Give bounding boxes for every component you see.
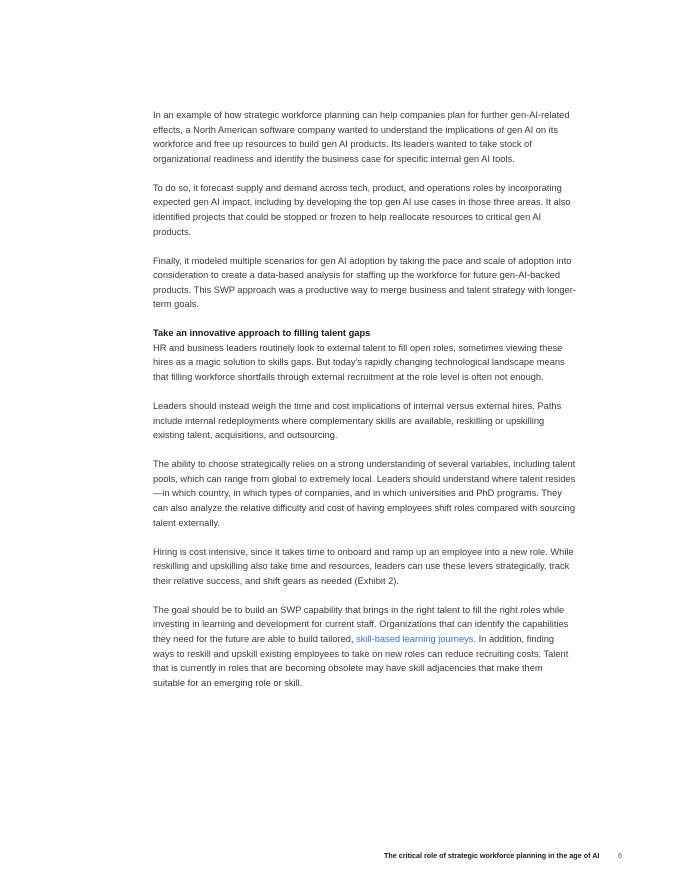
- body-paragraph-2: To do so, it forecast supply and demand across tech, product, and operations roles by incorporating expected gen AI impact, including by developing the top gen AI use cases in those three areas. It also identified projects that could be stopped or frozen to help reallocate resources to critical gen AI products.: [153, 182, 571, 237]
- footer-title: The critical role of strategic workforce planning in the age of AI: [384, 851, 600, 860]
- section-paragraph-1: HR and business leaders routinely look to external talent to fill open roles, sometimes viewing these hires as a magic solution to skills gaps. But today’s rapidly changing technological landscape means that filling workforce shortfalls through external recruitment at the role level is often not enough.: [153, 342, 565, 383]
- section-paragraph-2: Leaders should instead weigh the time and cost implications of internal versus external hires. Paths include internal redeployments where complementary skills are available, reskilling or upskilling existing talent, acquisitions, and outsourcing.: [153, 401, 562, 441]
- final-paragraph: [153, 603, 577, 691]
- section-paragraph-4: Hiring is cost intensive, since it takes time to onboard and ramp up an employee into a new role. While reskilling and upskilling also take time and resources, leaders can use these levers strategically, track their relative success, and shift gears as needed (Exhibit 2).: [153, 546, 574, 586]
- final-paragraph-text-end: . In addition, finding ways to reskill and upskill existing employees to take on new roles can reduce recruiting costs. Talent that is currently in roles that are becoming obsolete may have skill adjacencies that make them suitable for an emerging role or skill.: [153, 633, 569, 688]
- final-paragraph-text-start: The goal should be to build an SWP capability that brings in the right talent to fill the right roles while investing in learning and development for current staff. Organizations that can identify the capabilities they need for the future are able to build tailored,: [153, 604, 569, 644]
- skill-based-learning-journeys-link[interactable]: skill-based learning journeys: [356, 633, 474, 644]
- section-heading: Take an innovative approach to filling talent gaps: [153, 328, 371, 339]
- article-body: [153, 108, 577, 705]
- body-paragraph-3: Finally, it modeled multiple scenarios for gen AI adoption by taking the pace and scale of adoption into consideration to create a data-based analysis for staffing up the workforce for future gen-AI-backed products. This SWP approach was a productive way to merge business and talent strategy with longer-term goals.: [153, 255, 576, 310]
- page-number: 6: [618, 851, 622, 860]
- section-paragraph-3: The ability to choose strategically relies on a strong understanding of several variables, including talent pools, which can range from global to extremely local. Leaders should understand where talent resides—in which country, in which types of companies, and in which universities and PhD programs. They can also analyze the relative difficulty and cost of having employees shift roles compared with sourcing talent externally.: [153, 459, 576, 528]
- body-paragraph-1: In an example of how strategic workforce planning can help companies plan for further gen-AI-related effects, a North American software company wanted to understand the implications of gen AI on its workforce and free up resources to build gen AI products. Its leaders wanted to take stock of organizational readiness and identify the business case for specific internal gen AI tools.: [153, 110, 570, 164]
